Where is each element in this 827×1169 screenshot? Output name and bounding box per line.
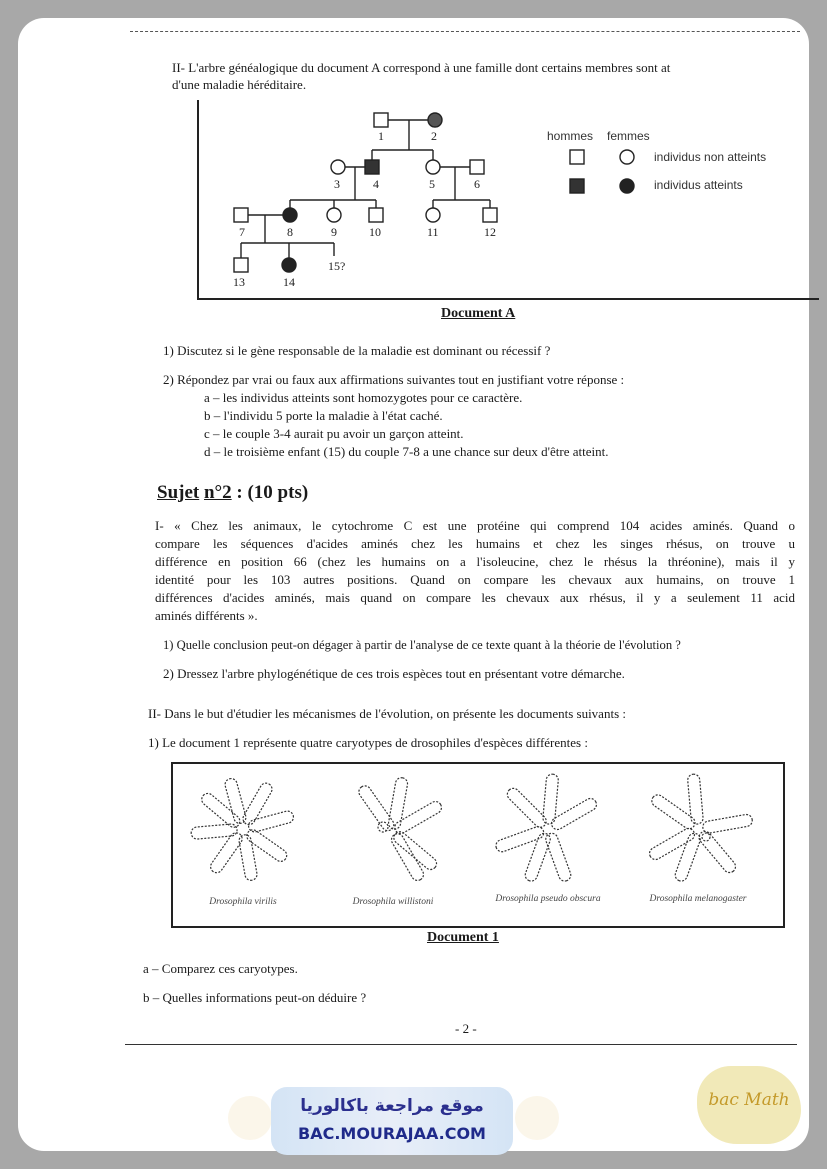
site-logo-left-icon	[228, 1096, 272, 1140]
pedigree-label-13: 13	[233, 275, 245, 289]
pedigree-individual-6	[470, 160, 484, 174]
bacmath-logo-text: bac Math	[708, 1090, 790, 1110]
site-badge[interactable]	[271, 1087, 513, 1155]
pedigree-individual-10	[369, 208, 383, 222]
document-a-caption: Document A	[441, 306, 516, 321]
karyotype-pseudoobscura	[494, 774, 598, 883]
page-number: - 2 -	[455, 1021, 477, 1036]
sujet-word: Sujet	[157, 482, 200, 503]
pedigree-label-12: 12	[484, 225, 496, 239]
legend-atteints: individus atteints	[654, 178, 743, 192]
bacmath-logo	[697, 1066, 801, 1144]
legend-female-unaffected	[620, 150, 634, 164]
pedigree-individual-3	[331, 160, 345, 174]
legend-non-atteints: individus non atteints	[654, 150, 767, 164]
karyotype-willistoni	[357, 777, 444, 883]
karyotype-virilis	[191, 777, 295, 881]
pedigree-individual-4	[365, 160, 379, 174]
pedigree-individual-7	[234, 208, 248, 222]
pedigree-label-3: 3	[334, 177, 340, 191]
paragraph-line-6: aminés différents ».	[155, 608, 258, 623]
pedigree-label-6: 6	[474, 177, 480, 191]
pedigree-label-8: 8	[287, 225, 293, 239]
part-ii-intro: II- Dans le but d'étudier les mécanismes de l'évolution, on présente les documents suivants :	[148, 706, 626, 721]
question-2c: c – le couple 3-4 aurait pu avoir un garçon atteint.	[204, 426, 464, 441]
pedigree-individual-8	[283, 208, 297, 222]
pedigree-chart	[197, 100, 807, 298]
pedigree-label-4: 4	[373, 177, 379, 191]
question-2b: b – l'individu 5 porte la maladie à l'état caché.	[204, 408, 443, 423]
site-badge-arabic: موقع مراجعة باكالوريا	[300, 1096, 484, 1116]
legend-male-unaffected	[570, 150, 584, 164]
question-2d: d – le troisième enfant (15) du couple 7-8 a une chance sur deux d'être atteint.	[204, 444, 609, 459]
header-rule	[130, 31, 800, 32]
question-2: 2) Répondez par vrai ou faux aux affirmations suivantes tout en justifiant votre réponse :	[163, 372, 625, 387]
pedigree-label-15: 15?	[328, 259, 346, 273]
pedigree-individual-14	[282, 258, 296, 272]
question-1: 1) Discutez si le gène responsable de la maladie est dominant ou récessif ?	[163, 343, 551, 358]
pedigree-label-10: 10	[369, 225, 381, 239]
legend-hommes: hommes	[547, 129, 594, 143]
paragraph-line-3: différence en position 66 (chez les humains on a l'isoleucine, chez le rhésus la thréonine), mais il y	[155, 554, 795, 569]
paragraph-line-5: différences d'acides aminés, mais quand on compare les chevaux aux rhésus, il y a seulement 11 acid	[155, 590, 795, 605]
site-badge-url[interactable]: BAC.MOURAJAA.COM	[298, 1124, 486, 1143]
pedigree-individual-13	[234, 258, 248, 272]
pedigree-individual-1	[374, 113, 388, 127]
part-ii-question-1: 1) Le document 1 représente quatre caryotypes de drosophiles d'espèces différentes :	[148, 735, 588, 750]
paragraph-line-1: I- « Chez les animaux, le cytochrome C est une protéine qui comprend 104 acides aminés. Quand o	[155, 518, 795, 533]
pedigree-label-2: 2	[431, 129, 437, 143]
document-1-caption: Document 1	[427, 930, 499, 945]
legend-male-affected	[570, 179, 584, 193]
legend-femmes: femmes	[607, 129, 650, 143]
paragraph-line-2: compare les séquences d'acides aminés chez les humains et chez les singes rhésus, on trouve u	[155, 536, 795, 551]
paragraph-line-4: identité pour les 103 autres positions. Quand on compare les chevaux aux humains, on trouve 1	[155, 572, 795, 587]
pedigree-individual-11	[426, 208, 440, 222]
sujet-points: : (10 pts)	[231, 482, 309, 503]
karyotype-melanogaster	[647, 774, 753, 883]
pedigree-label-1: 1	[378, 129, 384, 143]
pedigree-label-14: 14	[283, 275, 295, 289]
header-text-2: d'une maladie héréditaire.	[172, 77, 307, 92]
sujet-heading	[157, 482, 308, 504]
pedigree-individual-2	[428, 113, 442, 127]
sujet2-question-1: 1) Quelle conclusion peut-on dégager à partir de l'analyse de ce texte quant à la théorie de l'évolution ?	[163, 638, 681, 652]
pedigree-label-11: 11	[427, 225, 439, 239]
pedigree-individual-9	[327, 208, 341, 222]
site-logo-right-icon	[515, 1096, 559, 1140]
karyotype-label-2: Drosophila willistoni	[352, 897, 434, 907]
karyotype-figure	[173, 764, 779, 922]
karyotype-label-3: Drosophila pseudo obscura	[495, 894, 601, 904]
karyotype-label-1: Drosophila virilis	[209, 897, 277, 907]
pedigree-label-7: 7	[239, 225, 245, 239]
pedigree-individual-5	[426, 160, 440, 174]
sujet-number: n°2	[203, 482, 232, 503]
question-b: b – Quelles informations peut-on déduire ?	[143, 990, 367, 1005]
karyotype-label-4: Drosophila melanogaster	[649, 894, 747, 904]
pedigree-individual-12	[483, 208, 497, 222]
pedigree-label-9: 9	[331, 225, 337, 239]
question-a: a – Comparez ces caryotypes.	[143, 961, 298, 976]
sujet2-question-2: 2) Dressez l'arbre phylogénétique de ces trois espèces tout en présentant votre démarche.	[163, 666, 625, 681]
header-text: II- L'arbre généalogique du document A correspond à une famille dont certains membres sont at	[172, 60, 671, 75]
legend-female-affected	[620, 179, 634, 193]
pedigree-label-5: 5	[429, 177, 435, 191]
footer-rule	[125, 1044, 797, 1045]
question-2a: a – les individus atteints sont homozygotes pour ce caractère.	[204, 390, 523, 405]
